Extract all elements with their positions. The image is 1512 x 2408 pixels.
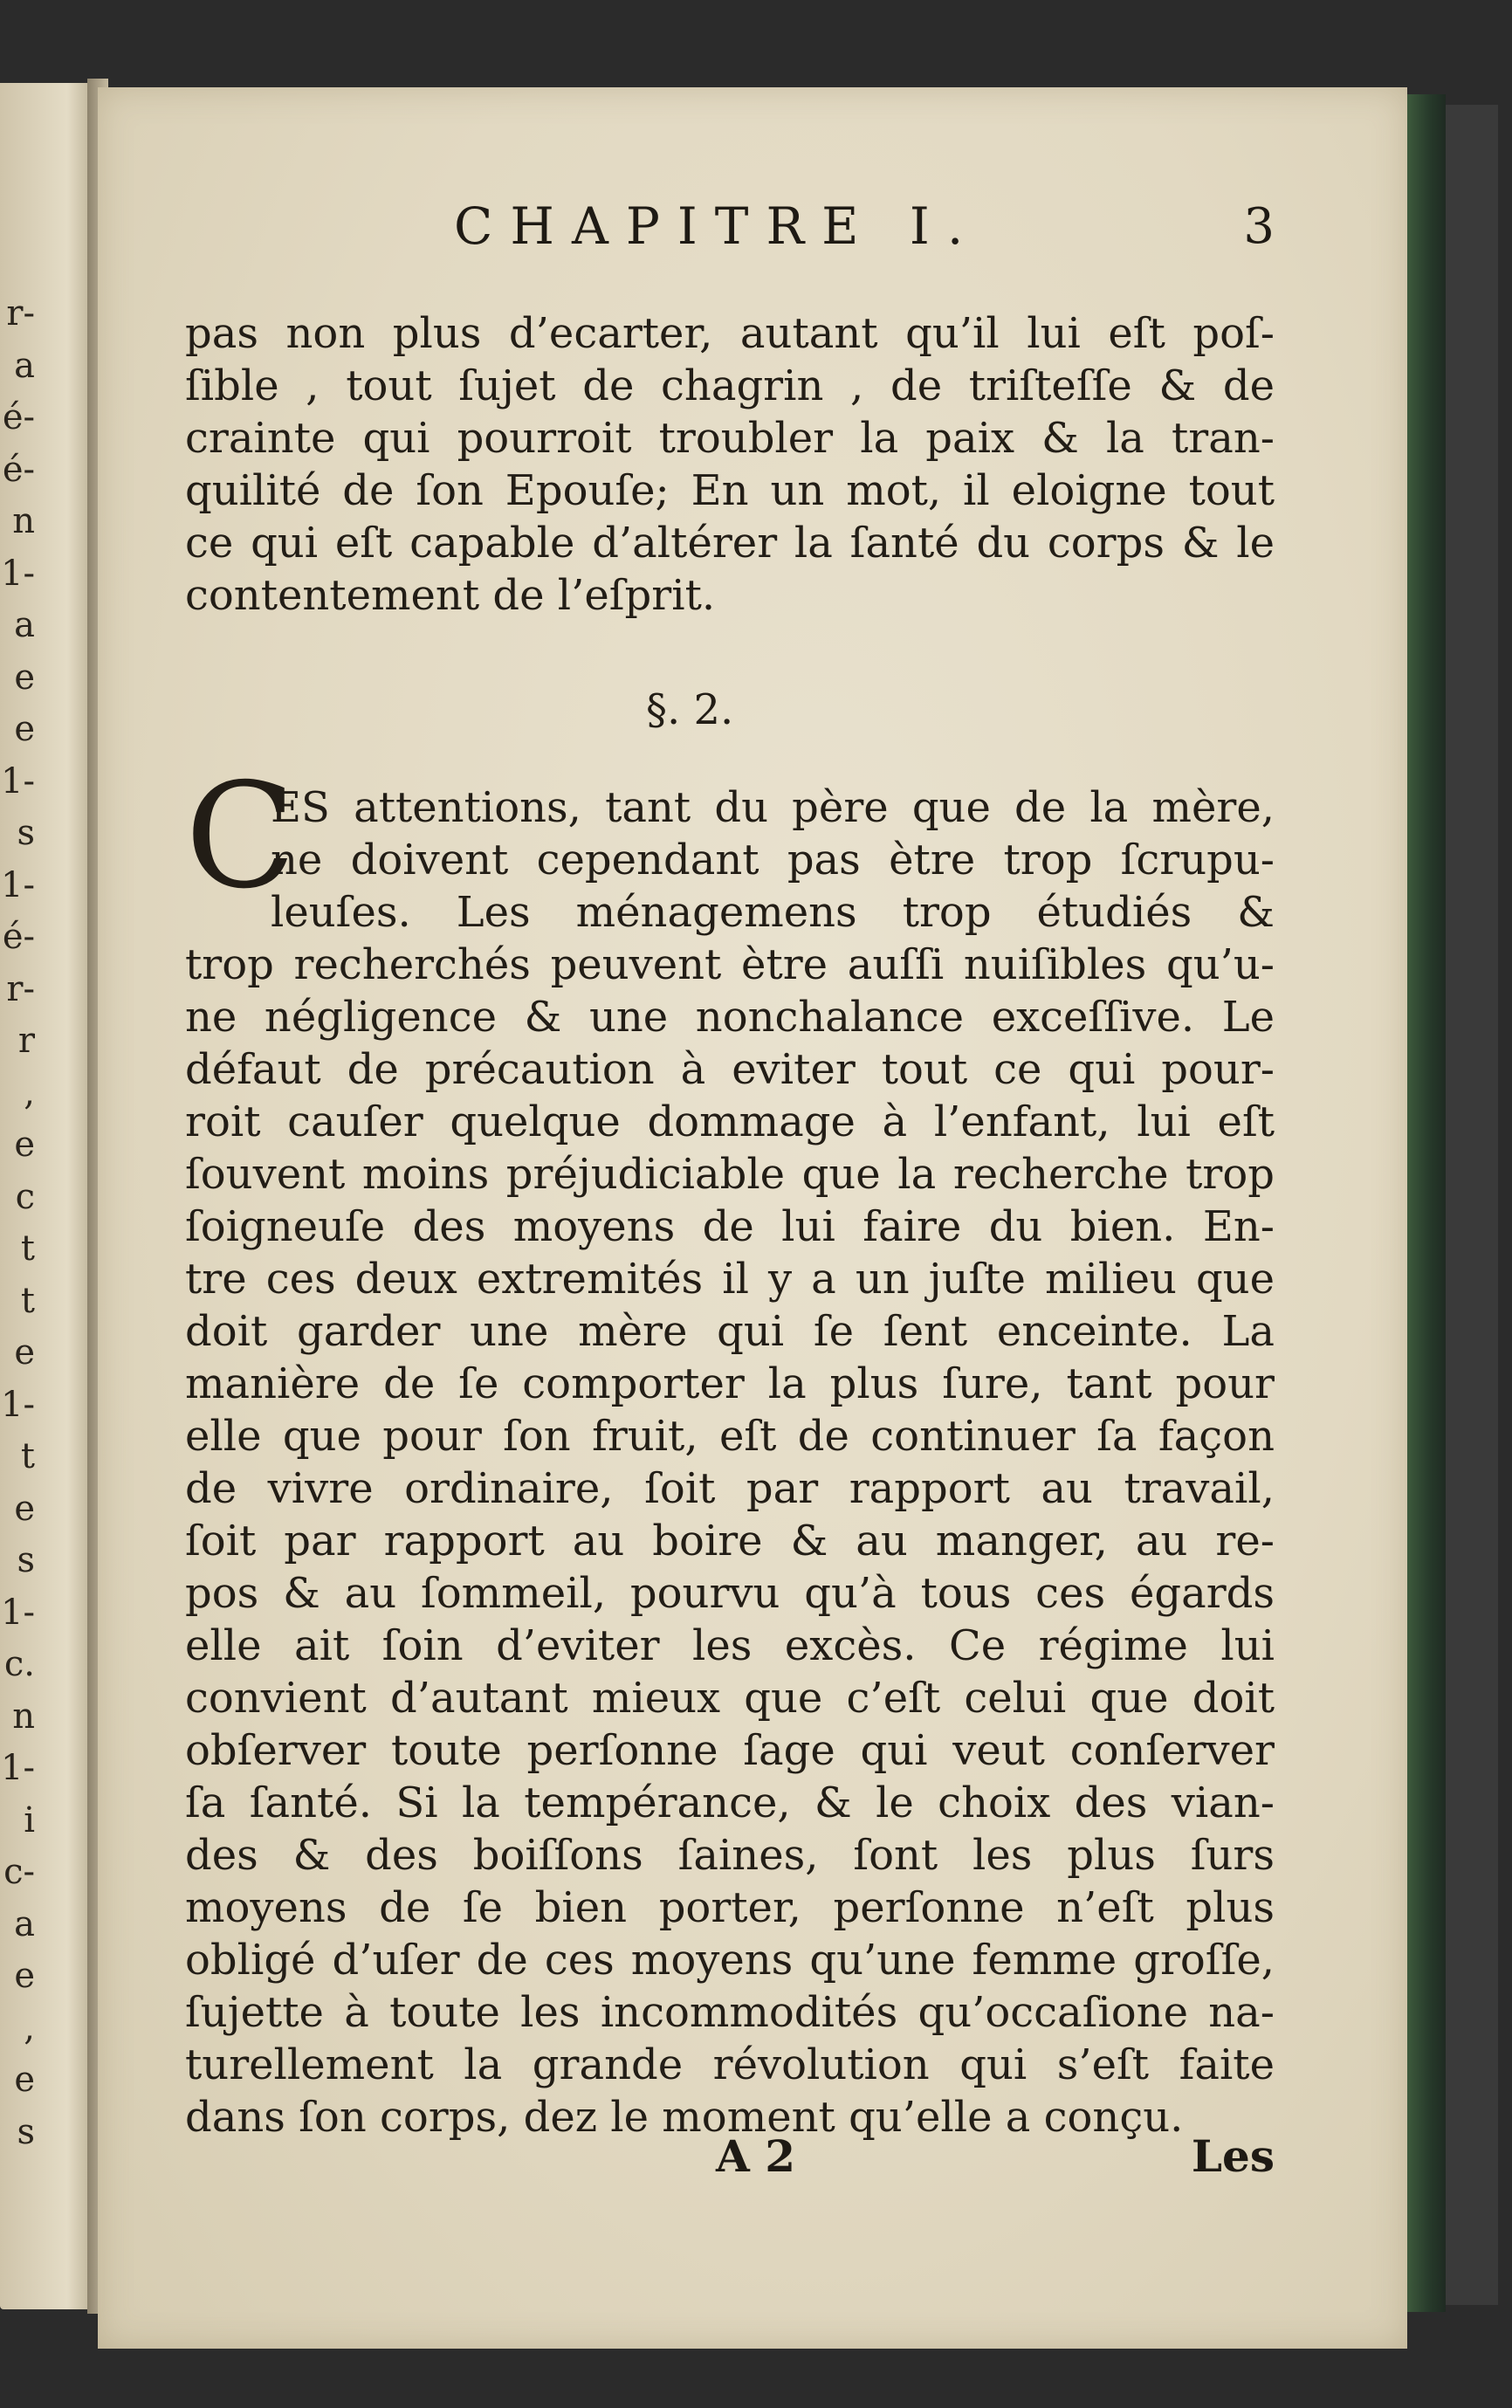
section-heading: §. 2.	[646, 685, 734, 734]
page-footer	[185, 2130, 1275, 2191]
chapter-title: CHAPITRE I.	[454, 196, 981, 256]
text-line: obſerver toute perſonne ſage qui veut conſerver	[185, 1726, 1275, 1775]
text-line: contentement de l’eſprit.	[185, 571, 716, 620]
text-line: des & des boiſſons ſaines, ſont les plus ſurs	[185, 1831, 1275, 1880]
text-line: défaut de précaution à eviter tout ce qui pour-	[185, 1045, 1275, 1094]
left-page-fragment: é-	[2, 397, 35, 437]
text-line: roit cauſer quelque dommage à l’enfant, lui eſt	[185, 1097, 1275, 1146]
left-page-fragment: a	[14, 1903, 35, 1944]
text-line: crainte qui pourroit troubler la paix & la tran-	[185, 414, 1275, 463]
drop-cap: C	[185, 753, 297, 921]
left-page-fragment: r	[17, 1021, 35, 1061]
left-page-fragment: é-	[2, 449, 35, 490]
text-line: ne négligence & une nonchalance exceſſive. Le	[185, 993, 1275, 1042]
text-line: convient d’autant mieux que c’eſt celui que doit	[185, 1674, 1275, 1723]
text-line: trop recherchés peuvent ètre auſſi nuiſibles qu’u-	[185, 940, 1275, 989]
left-page-fragment: 1-	[1, 1384, 35, 1425]
text-line: obligé d’uſer de ces moyens qu’une femme groſſe,	[185, 1936, 1275, 1985]
left-page-fragment: 1-	[1, 553, 35, 594]
text-line: ſoit par rapport au boire & au manger, au re-	[185, 1517, 1275, 1565]
left-page-fragment: c-	[3, 1852, 35, 1892]
left-page-fragment: i	[24, 1799, 35, 1840]
left-page-fragment: c.	[3, 1644, 35, 1684]
left-page-fragment: e	[14, 709, 35, 749]
text-line: ſa ſanté. Si la tempérance, & le choix des vian-	[185, 1778, 1275, 1827]
text-line: tre ces deux extremités il y a un juſte milieu que	[185, 1255, 1275, 1304]
left-page-fragment: r-	[6, 293, 35, 334]
text-line: de vivre ordinaire, ſoit par rapport au travail,	[185, 1464, 1275, 1513]
text-line: ſible , tout ſujet de chagrin , de triſteſſe & de	[185, 361, 1275, 410]
left-page-fragment: 1-	[1, 760, 35, 802]
paragraph-1	[185, 307, 1275, 622]
signature-mark: A 2	[716, 2130, 795, 2182]
left-page-fragment: a	[14, 605, 35, 645]
text-line: leuſes. Les ménagemens trop étudiés &	[271, 888, 1275, 937]
left-page-fragment: c	[15, 1176, 35, 1217]
text-line: ſouvent moins préjudiciable que la recherche trop	[185, 1150, 1275, 1199]
left-page-fragment: t	[20, 1436, 35, 1476]
text-line: ES attentions, tant du père que de la mère,	[271, 783, 1275, 832]
text-line: ne doivent cependant pas ètre trop ſcrupu-	[271, 836, 1275, 884]
text-line: moyens de ſe bien porter, perſonne n’eſt plus	[185, 1883, 1275, 1932]
left-page-fragment: n	[12, 501, 35, 541]
left-page-fragment: ,	[24, 2007, 35, 2048]
text-line: ſoigneuſe des moyens de lui faire du bien. En-	[185, 1202, 1275, 1251]
left-page-fragment: s	[17, 2111, 35, 2152]
left-page-fragment: r-	[6, 968, 35, 1009]
text-line: quilité de ſon Epouſe; En un mot, il eloigne tout	[185, 466, 1275, 515]
left-page-fragment: 1-	[1, 1592, 35, 1633]
green-cover-edge	[1407, 94, 1446, 2312]
left-page-fragment: a	[14, 345, 35, 386]
paragraph-2	[185, 781, 1275, 2143]
left-page-fragment: é-	[2, 917, 35, 957]
text-line: elle que pour ſon fruit, eſt de continuer ſa façon	[185, 1412, 1275, 1461]
left-page-fragment: e	[14, 1956, 35, 1996]
text-line: turellement la grande révolution qui s’eſt faite	[185, 2040, 1275, 2089]
text-line: doit garder une mère qui ſe ſent enceinte. La	[185, 1307, 1275, 1356]
text-line: elle ait ſoin d’eviter les excès. Ce régime lui	[185, 1621, 1275, 1670]
left-page-fragment: t	[20, 1228, 35, 1269]
left-page-line-endings	[0, 288, 35, 2158]
text-line: pos & au ſommeil, pourvu qu’à tous ces égards	[185, 1569, 1275, 1618]
left-page-fragment: e	[14, 1125, 35, 1165]
left-page-fragment: 1-	[1, 1748, 35, 1788]
left-page-fragment: s	[17, 1540, 35, 1580]
left-page-fragment: e	[14, 657, 35, 698]
left-page-fragment: e	[14, 2060, 35, 2100]
left-page-fragment: n	[12, 1696, 35, 1737]
text-line: pas non plus d’ecarter, autant qu’il lui eſt poſ-	[185, 309, 1275, 358]
text-line: manière de ſe comporter la plus ſure, tant pour	[185, 1359, 1275, 1408]
text-line: ce qui eſt capable d’altérer la ſanté du corps & le	[185, 519, 1275, 568]
catchword: Les	[1191, 2130, 1275, 2182]
text-line: ſujette à toute les incommodités qu’occaſione na-	[185, 1988, 1275, 2037]
running-header	[454, 196, 1275, 258]
left-page-fragment: t	[20, 1280, 35, 1321]
left-page-fragment: e	[14, 1332, 35, 1373]
cover-board	[1446, 105, 1498, 2305]
left-page-fragment: ,	[24, 1072, 35, 1113]
left-page-fragment: s	[17, 813, 35, 853]
left-page-fragment: 1-	[1, 864, 35, 905]
left-page-fragment: e	[14, 1488, 35, 1529]
text-line: dans ſon corps, dez le moment qu’elle a conçu.	[185, 2093, 1184, 2142]
page-number: 3	[1243, 198, 1275, 255]
